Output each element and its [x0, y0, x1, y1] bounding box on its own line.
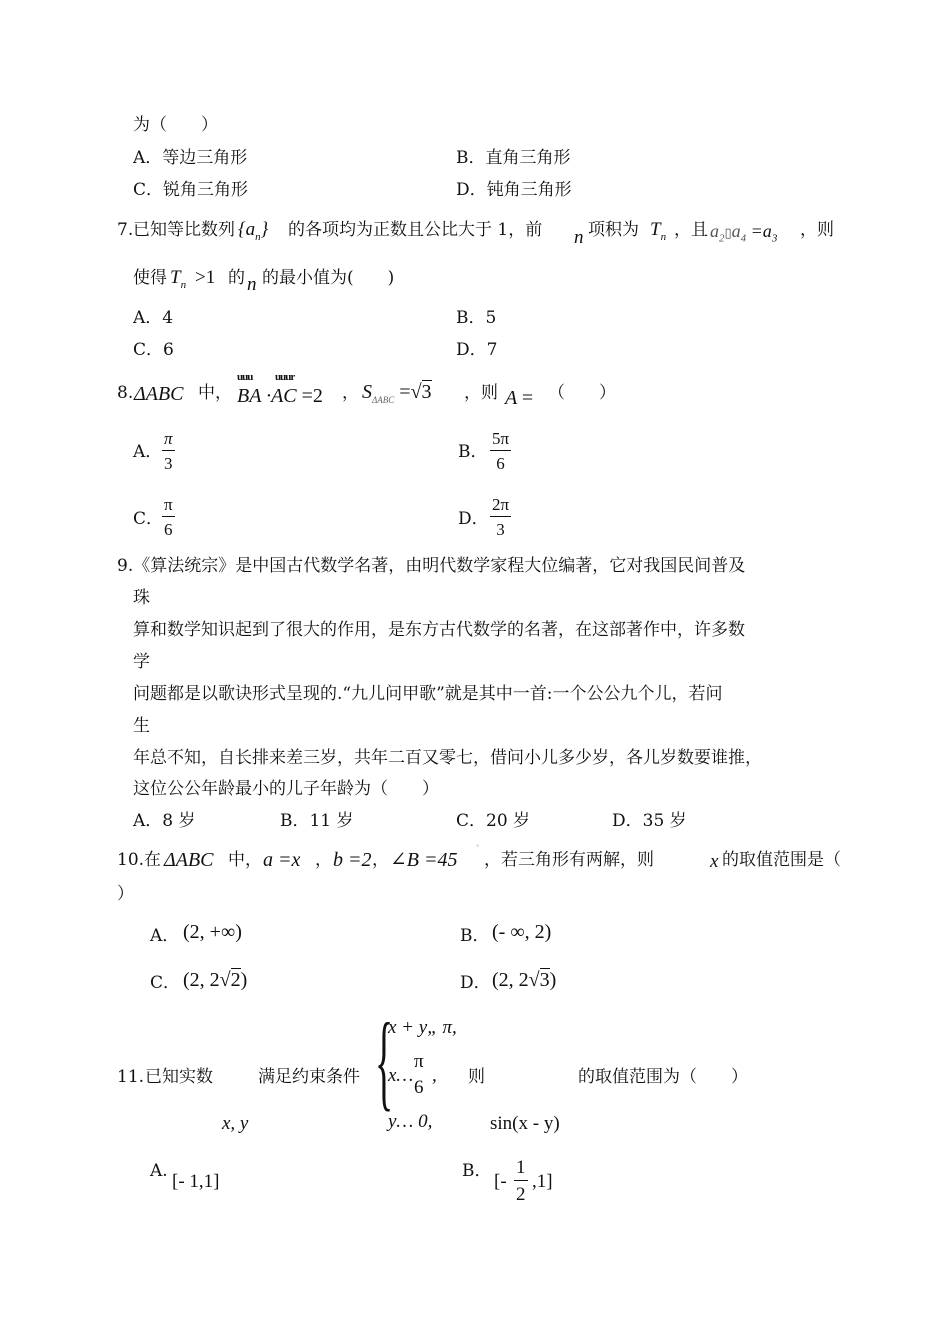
q7-line2-a: 使得	[133, 268, 167, 288]
q10-option-b-value: (- ∞, 2)	[492, 921, 552, 943]
q7-number: 7.	[117, 220, 134, 240]
q8-option-a-value: $\frac{\pi}{3}$	[164, 429, 173, 473]
q8-number: 8.	[117, 383, 134, 403]
q10-option-a-value: (2, +∞)	[183, 921, 242, 943]
q11-number: 11.	[117, 1067, 145, 1087]
q11-expr: sin(x - y)	[490, 1113, 560, 1134]
q10-text-3: ，若三角形有两解，则	[484, 850, 654, 870]
q7-option-b: B．5	[456, 308, 497, 328]
q11-text-3: 则	[468, 1067, 485, 1087]
q10-option-d-value: (2, 2√3)	[492, 969, 557, 991]
q10-x: x	[710, 851, 719, 872]
q8-option-b-label: B．	[458, 442, 488, 462]
q10-cond-3: ∠B =45	[390, 849, 458, 871]
q11-constraint-3: y… 0,	[388, 1111, 433, 1132]
q8-option-d-value: $\frac{2\pi}{3}$	[492, 495, 510, 539]
q7-condition: $a_2▯a_4 =a_3$	[710, 221, 778, 245]
q8-dot-expr: BA ·AC =2	[237, 385, 323, 407]
q6-option-d: D．钝角三角形	[456, 180, 572, 200]
q7-text-d: ，且	[674, 220, 708, 240]
q9-line2: 算和数学知识起到了很大的作用，是东方古代数学的名著，在这部著作中，许多数	[133, 620, 745, 640]
q10-option-b-label: B．	[460, 926, 490, 946]
q7-T: $T_n$	[650, 219, 667, 243]
q11-constraint-2b: ,	[432, 1065, 437, 1086]
q10-option-d-label: D．	[460, 973, 491, 993]
q7-T2: $T_n$	[170, 267, 187, 291]
q10-number: 10.	[117, 850, 145, 870]
q7-n: n	[574, 227, 584, 248]
q9-line3b: 生	[133, 716, 150, 736]
q11-xy: x, y	[222, 1113, 249, 1134]
q10-option-a-label: A．	[150, 926, 180, 946]
q8-vec-arrow-1: uuu	[237, 371, 253, 383]
q8-option-b-value: $\frac{5\pi}{6}$	[492, 429, 510, 473]
q6-option-b: B．直角三角形	[456, 148, 571, 168]
q11-option-b-label: B．	[462, 1161, 492, 1181]
q10-option-c-value: (2, 2√2)	[183, 969, 248, 991]
q11-constraint-2a: x…	[388, 1065, 414, 1086]
q11-option-b-rest: ,1]	[532, 1171, 553, 1192]
q7-line2-b: 的	[228, 268, 245, 288]
q10-triangle: ΔABC	[164, 849, 214, 871]
q6-option-c: C．锐角三角形	[133, 180, 249, 200]
q6-option-a: A．等边三角形	[133, 148, 248, 168]
q10-text-4: 的取值范围是（	[722, 850, 841, 870]
q8-vec-arrow-2: uuur	[275, 371, 295, 383]
q10-option-c-label: C．	[150, 973, 181, 993]
q9-option-a: A．8 岁	[133, 811, 196, 831]
q7-option-c: C．6	[133, 340, 174, 360]
q10-text-2: 中，	[228, 850, 262, 870]
q9-line1b: 珠	[133, 588, 150, 608]
q11-text-2: 满足约束条件	[258, 1067, 360, 1087]
q9-line3: 问题都是以歌诀形式呈现的.“九儿问甲歌”就是其中一首:一个公公九个儿，若问	[133, 684, 723, 704]
q7-text-b: 的各项均为正数且公比大于 1，前	[288, 220, 543, 240]
q7-seq: $\{a_n\}$	[238, 219, 269, 243]
q10-degree: ˚	[476, 844, 480, 855]
q7-n2: n	[247, 274, 257, 295]
q6-tail: 为（ ）	[133, 115, 218, 135]
q9-line1: 9.《算法统宗》是中国古代数学名著，由明代数学家程大位编著，它对我国民间普及	[117, 556, 746, 576]
q11-constraint-2-frac: π 6	[414, 1051, 424, 1098]
q8-A: A =	[505, 387, 534, 409]
q10-comma-1: ，	[315, 850, 332, 870]
q8-paren: （ ）	[548, 383, 616, 403]
q10-text-1: 在	[144, 850, 161, 870]
q10-cond-1: a =x	[263, 849, 301, 871]
q8-option-c-value: $\frac{\pi}{6}$	[164, 495, 173, 539]
q8-area: $S_{\Delta ABC} =√3$	[362, 381, 432, 405]
q9-option-c: C．20 岁	[456, 811, 531, 831]
q9-line5: 这位公公年龄最小的儿子年龄为（ ）	[133, 779, 439, 799]
q10-comma-2: ，	[372, 850, 389, 870]
q9-option-b: B．11 岁	[280, 811, 354, 831]
q8-option-c-label: C．	[133, 509, 164, 529]
q11-option-b-frac: $\frac{1}{2}$	[516, 1157, 526, 1205]
q7-text-e: ，则	[800, 220, 834, 240]
q10-cond-2: b =2	[333, 849, 372, 871]
q7-ineq: >1	[195, 267, 216, 288]
q7-line2-c: 的最小值为( )	[262, 268, 395, 288]
q9-option-d: D．35 岁	[612, 811, 687, 831]
q11-text-4: 的取值范围为（ ）	[578, 1067, 748, 1087]
q7-option-a: A．4	[133, 308, 174, 328]
q7-text-c: 项积为	[588, 220, 639, 240]
q11-option-a-value: [- 1,1]	[172, 1171, 220, 1192]
q8-mid: 中，	[198, 383, 232, 403]
q8-option-d-label: D．	[458, 509, 489, 529]
q11-brace: {	[375, 1002, 394, 1121]
q8-triangle: ΔABC	[134, 383, 184, 405]
q8-sep: ，	[342, 383, 359, 403]
q8-then: ，则	[464, 383, 498, 403]
q11-option-b-bracket: [-	[494, 1171, 507, 1192]
q11-constraint-1: x + y„ π,	[388, 1017, 457, 1038]
q10-text-5: ）	[117, 884, 134, 904]
q11-text-1: 已知实数	[145, 1067, 213, 1087]
q7-option-d: D．7	[456, 340, 498, 360]
q11-option-a-label: A.	[150, 1161, 168, 1181]
q7-text-a: 已知等比数列	[133, 220, 235, 240]
q9-line2b: 学	[133, 652, 150, 672]
q8-option-a-label: A．	[133, 442, 163, 462]
q9-line4: 年总不知，自长排来差三岁，共年二百又零七，借问小儿多少岁，各儿岁数要谁推，	[133, 748, 762, 768]
